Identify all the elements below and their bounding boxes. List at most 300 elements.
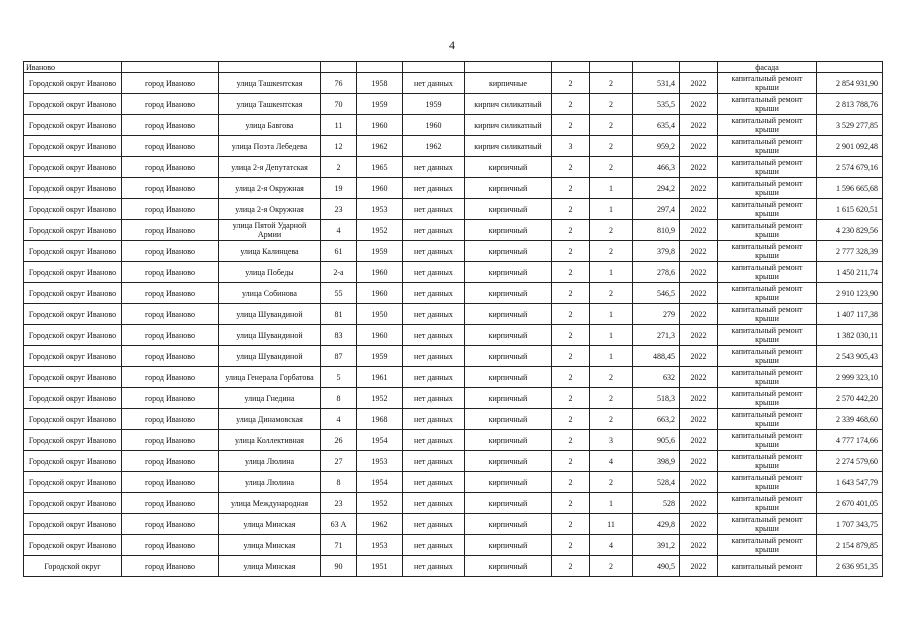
area-cell: 279 [633, 304, 680, 325]
build-year-cell: 1959 [357, 346, 403, 367]
district-cell: Городской округ Иваново [24, 430, 122, 451]
locality-cell: город Иваново [122, 220, 219, 241]
locality-cell: город Иваново [122, 346, 219, 367]
work-type-cell: капитальный ремонт крыши [718, 115, 817, 136]
district-cell: Городской округ Иваново [24, 220, 122, 241]
work-type-cell: капитальный ремонт крыши [718, 535, 817, 556]
work-type-cell: капитальный ремонт [718, 556, 817, 577]
build-year-cell: 1961 [357, 367, 403, 388]
locality-cell: город Иваново [122, 556, 219, 577]
cost-cell: 2 813 788,76 [817, 94, 883, 115]
street-cell: улица Пятой Ударной Армии [219, 220, 321, 241]
locality-cell: город Иваново [122, 283, 219, 304]
locality-cell: город Иваново [122, 199, 219, 220]
area-cell: 518,3 [633, 388, 680, 409]
table-row [24, 115, 883, 136]
cost-cell: 2 910 123,90 [817, 283, 883, 304]
build-year-cell: 1962 [357, 514, 403, 535]
empty-cell [219, 62, 321, 73]
floors-cell: 2 [552, 325, 590, 346]
cost-cell: 1 615 620,51 [817, 199, 883, 220]
cost-cell: 2 999 323,10 [817, 367, 883, 388]
repair-year-cell: 2022 [680, 493, 718, 514]
commission-year-cell: нет данных [403, 367, 465, 388]
locality-cell: город Иваново [122, 115, 219, 136]
work-type-cell: капитальный ремонт крыши [718, 346, 817, 367]
district-cell: Городской округ Иваново [24, 304, 122, 325]
district-cell: Городской округ Иваново [24, 157, 122, 178]
floors-cell: 2 [552, 304, 590, 325]
street-cell: улица Победы [219, 262, 321, 283]
house-number-cell: 70 [321, 94, 357, 115]
street-cell: улица Люлина [219, 472, 321, 493]
floors-cell: 2 [552, 346, 590, 367]
table-row [24, 346, 883, 367]
empty-cell [590, 62, 633, 73]
cost-cell: 2 574 679,16 [817, 157, 883, 178]
commission-year-cell: 1960 [403, 115, 465, 136]
work-type-cell: капитальный ремонт крыши [718, 304, 817, 325]
area-cell: 632 [633, 367, 680, 388]
locality-cell: город Иваново [122, 409, 219, 430]
table-row [24, 220, 883, 241]
build-year-cell: 1953 [357, 535, 403, 556]
repair-year-cell: 2022 [680, 472, 718, 493]
work-type-cell: капитальный ремонт крыши [718, 136, 817, 157]
area-cell: 535,5 [633, 94, 680, 115]
repair-year-cell: 2022 [680, 367, 718, 388]
floors-cell: 2 [552, 157, 590, 178]
table-row [24, 199, 883, 220]
repair-year-cell: 2022 [680, 514, 718, 535]
area-cell: 466,3 [633, 157, 680, 178]
empty-cell [680, 62, 718, 73]
table-row [24, 325, 883, 346]
cost-cell: 1 643 547,79 [817, 472, 883, 493]
house-number-cell: 87 [321, 346, 357, 367]
build-year-cell: 1952 [357, 388, 403, 409]
entrances-cell: 11 [590, 514, 633, 535]
area-cell: 278,6 [633, 262, 680, 283]
district-cell: Городской округ Иваново [24, 451, 122, 472]
build-year-cell: 1954 [357, 472, 403, 493]
house-number-cell: 27 [321, 451, 357, 472]
area-cell: 663,2 [633, 409, 680, 430]
street-cell: улица Шувандиной [219, 346, 321, 367]
continued-row [24, 62, 883, 73]
wall-material-cell: кирпич силикатный [465, 94, 552, 115]
commission-year-cell: нет данных [403, 304, 465, 325]
table-row [24, 157, 883, 178]
wall-material-cell: кирпичный [465, 367, 552, 388]
locality-cell: город Иваново [122, 304, 219, 325]
house-number-cell: 55 [321, 283, 357, 304]
table-row [24, 304, 883, 325]
commission-year-cell: нет данных [403, 220, 465, 241]
commission-year-cell: нет данных [403, 241, 465, 262]
empty-cell [817, 62, 883, 73]
locality-cell: город Иваново [122, 388, 219, 409]
cost-cell: 2 777 328,39 [817, 241, 883, 262]
table-body [24, 62, 883, 577]
wall-material-cell: кирпичный [465, 325, 552, 346]
floors-cell: 2 [552, 535, 590, 556]
street-cell: улица Шувандиной [219, 325, 321, 346]
house-number-cell: 2-а [321, 262, 357, 283]
cost-cell: 1 382 030,11 [817, 325, 883, 346]
work-type-cell: капитальный ремонт крыши [718, 451, 817, 472]
entrances-cell: 1 [590, 493, 633, 514]
district-cell: Городской округ Иваново [24, 409, 122, 430]
house-number-cell: 11 [321, 115, 357, 136]
district-cell: Городской округ Иваново [24, 514, 122, 535]
entrances-cell: 2 [590, 283, 633, 304]
district-cell: Городской округ Иваново [24, 199, 122, 220]
table-row [24, 283, 883, 304]
commission-year-cell: 1962 [403, 136, 465, 157]
repair-year-cell: 2022 [680, 220, 718, 241]
floors-cell: 2 [552, 262, 590, 283]
repair-year-cell: 2022 [680, 346, 718, 367]
house-number-cell: 23 [321, 493, 357, 514]
entrances-cell: 2 [590, 94, 633, 115]
area-cell: 429,8 [633, 514, 680, 535]
work-type-cell: капитальный ремонт крыши [718, 157, 817, 178]
commission-year-cell: нет данных [403, 472, 465, 493]
house-number-cell: 8 [321, 388, 357, 409]
commission-year-cell: 1959 [403, 94, 465, 115]
table-row [24, 73, 883, 94]
table-row [24, 262, 883, 283]
house-number-cell: 4 [321, 409, 357, 430]
empty-cell [633, 62, 680, 73]
table-row [24, 535, 883, 556]
work-type-cell: капитальный ремонт крыши [718, 409, 817, 430]
wall-material-cell: кирпичный [465, 514, 552, 535]
repair-year-cell: 2022 [680, 115, 718, 136]
house-number-cell: 8 [321, 472, 357, 493]
wall-material-cell: кирпичный [465, 199, 552, 220]
floors-cell: 2 [552, 94, 590, 115]
entrances-cell: 3 [590, 430, 633, 451]
work-type-cell: капитальный ремонт крыши [718, 325, 817, 346]
work-type-cell: капитальный ремонт крыши [718, 493, 817, 514]
work-type-cell: капитальный ремонт крыши [718, 73, 817, 94]
wall-material-cell: кирпичный [465, 430, 552, 451]
area-cell: 528 [633, 493, 680, 514]
area-cell: 271,3 [633, 325, 680, 346]
empty-cell [403, 62, 465, 73]
repair-year-cell: 2022 [680, 556, 718, 577]
entrances-cell: 2 [590, 556, 633, 577]
area-cell: 905,6 [633, 430, 680, 451]
table-row [24, 388, 883, 409]
commission-year-cell: нет данных [403, 430, 465, 451]
wall-material-cell: кирпичный [465, 220, 552, 241]
locality-cell: город Иваново [122, 367, 219, 388]
table-row [24, 409, 883, 430]
work-type-cell: капитальный ремонт крыши [718, 94, 817, 115]
street-cell: улица 2-я Окружная [219, 199, 321, 220]
cost-cell: 2 570 442,20 [817, 388, 883, 409]
street-cell: улица Ташкентская [219, 73, 321, 94]
house-number-cell: 61 [321, 241, 357, 262]
cost-cell: 2 274 579,60 [817, 451, 883, 472]
table-row [24, 367, 883, 388]
wall-material-cell: кирпичный [465, 556, 552, 577]
entrances-cell: 2 [590, 115, 633, 136]
commission-year-cell: нет данных [403, 346, 465, 367]
floors-cell: 2 [552, 367, 590, 388]
entrances-cell: 1 [590, 199, 633, 220]
district-cell: Городской округ Иваново [24, 241, 122, 262]
continued-district-cell: Иваново [24, 62, 122, 73]
table-row [24, 94, 883, 115]
build-year-cell: 1960 [357, 283, 403, 304]
entrances-cell: 4 [590, 535, 633, 556]
work-type-cell: капитальный ремонт крыши [718, 262, 817, 283]
table-row [24, 472, 883, 493]
commission-year-cell: нет данных [403, 514, 465, 535]
street-cell: улица Международная [219, 493, 321, 514]
street-cell: улица Шувандиной [219, 304, 321, 325]
entrances-cell: 1 [590, 304, 633, 325]
work-type-cell: капитальный ремонт крыши [718, 367, 817, 388]
area-cell: 959,2 [633, 136, 680, 157]
work-type-cell: капитальный ремонт крыши [718, 430, 817, 451]
street-cell: улица Люлина [219, 451, 321, 472]
locality-cell: город Иваново [122, 241, 219, 262]
commission-year-cell: нет данных [403, 283, 465, 304]
entrances-cell: 2 [590, 220, 633, 241]
build-year-cell: 1960 [357, 178, 403, 199]
cost-cell: 2 154 879,85 [817, 535, 883, 556]
locality-cell: город Иваново [122, 136, 219, 157]
floors-cell: 3 [552, 136, 590, 157]
street-cell: улица Минская [219, 535, 321, 556]
entrances-cell: 1 [590, 325, 633, 346]
build-year-cell: 1952 [357, 220, 403, 241]
cost-cell: 2 636 951,35 [817, 556, 883, 577]
entrances-cell: 2 [590, 157, 633, 178]
work-type-cell: капитальный ремонт крыши [718, 472, 817, 493]
build-year-cell: 1953 [357, 451, 403, 472]
house-number-cell: 5 [321, 367, 357, 388]
district-cell: Городской округ Иваново [24, 325, 122, 346]
table-row [24, 136, 883, 157]
housing-repair-table [23, 61, 883, 577]
house-number-cell: 4 [321, 220, 357, 241]
entrances-cell: 4 [590, 451, 633, 472]
build-year-cell: 1962 [357, 136, 403, 157]
district-cell: Городской округ Иваново [24, 136, 122, 157]
commission-year-cell: нет данных [403, 73, 465, 94]
entrances-cell: 1 [590, 262, 633, 283]
area-cell: 490,5 [633, 556, 680, 577]
repair-year-cell: 2022 [680, 178, 718, 199]
commission-year-cell: нет данных [403, 388, 465, 409]
locality-cell: город Иваново [122, 472, 219, 493]
wall-material-cell: кирпичные [465, 73, 552, 94]
district-cell: Городской округ Иваново [24, 472, 122, 493]
locality-cell: город Иваново [122, 262, 219, 283]
repair-year-cell: 2022 [680, 94, 718, 115]
floors-cell: 2 [552, 388, 590, 409]
wall-material-cell: кирпич силикатный [465, 136, 552, 157]
repair-year-cell: 2022 [680, 304, 718, 325]
build-year-cell: 1951 [357, 556, 403, 577]
street-cell: улица Калинцева [219, 241, 321, 262]
empty-cell [552, 62, 590, 73]
wall-material-cell: кирпич силикатный [465, 115, 552, 136]
commission-year-cell: нет данных [403, 556, 465, 577]
repair-year-cell: 2022 [680, 199, 718, 220]
wall-material-cell: кирпичный [465, 304, 552, 325]
house-number-cell: 2 [321, 157, 357, 178]
house-number-cell: 71 [321, 535, 357, 556]
wall-material-cell: кирпичный [465, 283, 552, 304]
street-cell: улица 2-я Депутатская [219, 157, 321, 178]
district-cell: Городской округ Иваново [24, 388, 122, 409]
work-type-cell: капитальный ремонт крыши [718, 388, 817, 409]
wall-material-cell: кирпичный [465, 346, 552, 367]
wall-material-cell: кирпичный [465, 472, 552, 493]
table-row [24, 178, 883, 199]
continued-work-cell: фасада [718, 62, 817, 73]
floors-cell: 2 [552, 409, 590, 430]
floors-cell: 2 [552, 178, 590, 199]
locality-cell: город Иваново [122, 451, 219, 472]
house-number-cell: 90 [321, 556, 357, 577]
street-cell: улица Собинова [219, 283, 321, 304]
locality-cell: город Иваново [122, 94, 219, 115]
entrances-cell: 2 [590, 136, 633, 157]
empty-cell [465, 62, 552, 73]
repair-year-cell: 2022 [680, 283, 718, 304]
house-number-cell: 63 А [321, 514, 357, 535]
build-year-cell: 1954 [357, 430, 403, 451]
district-cell: Городской округ Иваново [24, 367, 122, 388]
wall-material-cell: кирпичный [465, 178, 552, 199]
repair-year-cell: 2022 [680, 409, 718, 430]
entrances-cell: 2 [590, 388, 633, 409]
build-year-cell: 1960 [357, 115, 403, 136]
empty-cell [321, 62, 357, 73]
build-year-cell: 1952 [357, 493, 403, 514]
area-cell: 294,2 [633, 178, 680, 199]
wall-material-cell: кирпичный [465, 451, 552, 472]
locality-cell: город Иваново [122, 535, 219, 556]
locality-cell: город Иваново [122, 178, 219, 199]
wall-material-cell: кирпичный [465, 493, 552, 514]
repair-year-cell: 2022 [680, 157, 718, 178]
area-cell: 297,4 [633, 199, 680, 220]
wall-material-cell: кирпичный [465, 262, 552, 283]
street-cell: улица 2-я Окружная [219, 178, 321, 199]
floors-cell: 2 [552, 430, 590, 451]
build-year-cell: 1953 [357, 199, 403, 220]
cost-cell: 3 529 277,85 [817, 115, 883, 136]
wall-material-cell: кирпичный [465, 388, 552, 409]
repair-year-cell: 2022 [680, 262, 718, 283]
entrances-cell: 1 [590, 178, 633, 199]
floors-cell: 2 [552, 115, 590, 136]
cost-cell: 4 230 829,56 [817, 220, 883, 241]
area-cell: 635,4 [633, 115, 680, 136]
work-type-cell: капитальный ремонт крыши [718, 199, 817, 220]
commission-year-cell: нет данных [403, 409, 465, 430]
locality-cell: город Иваново [122, 514, 219, 535]
commission-year-cell: нет данных [403, 535, 465, 556]
build-year-cell: 1958 [357, 73, 403, 94]
table-row [24, 241, 883, 262]
district-cell: Городской округ Иваново [24, 262, 122, 283]
build-year-cell: 1968 [357, 409, 403, 430]
build-year-cell: 1965 [357, 157, 403, 178]
locality-cell: город Иваново [122, 73, 219, 94]
district-cell: Городской округ Иваново [24, 535, 122, 556]
repair-year-cell: 2022 [680, 451, 718, 472]
work-type-cell: капитальный ремонт крыши [718, 514, 817, 535]
repair-year-cell: 2022 [680, 325, 718, 346]
entrances-cell: 2 [590, 472, 633, 493]
repair-year-cell: 2022 [680, 535, 718, 556]
repair-year-cell: 2022 [680, 136, 718, 157]
work-type-cell: капитальный ремонт крыши [718, 220, 817, 241]
street-cell: улица Генерала Горбатова [219, 367, 321, 388]
house-number-cell: 19 [321, 178, 357, 199]
table-row [24, 556, 883, 577]
build-year-cell: 1959 [357, 241, 403, 262]
cost-cell: 1 407 117,38 [817, 304, 883, 325]
floors-cell: 2 [552, 514, 590, 535]
cost-cell: 2 339 468,60 [817, 409, 883, 430]
street-cell: улица Поэта Лебедева [219, 136, 321, 157]
district-cell: Городской округ [24, 556, 122, 577]
cost-cell: 2 543 905,43 [817, 346, 883, 367]
table-row [24, 493, 883, 514]
cost-cell: 2 901 092,48 [817, 136, 883, 157]
commission-year-cell: нет данных [403, 262, 465, 283]
area-cell: 810,9 [633, 220, 680, 241]
street-cell: улица Бавгова [219, 115, 321, 136]
commission-year-cell: нет данных [403, 451, 465, 472]
floors-cell: 2 [552, 493, 590, 514]
cost-cell: 1 707 343,75 [817, 514, 883, 535]
floors-cell: 2 [552, 199, 590, 220]
district-cell: Городской округ Иваново [24, 283, 122, 304]
area-cell: 531,4 [633, 73, 680, 94]
build-year-cell: 1960 [357, 262, 403, 283]
wall-material-cell: кирпичный [465, 535, 552, 556]
street-cell: улица Минская [219, 556, 321, 577]
entrances-cell: 1 [590, 346, 633, 367]
floors-cell: 2 [552, 556, 590, 577]
district-cell: Городской округ Иваново [24, 178, 122, 199]
commission-year-cell: нет данных [403, 325, 465, 346]
area-cell: 379,8 [633, 241, 680, 262]
locality-cell: город Иваново [122, 325, 219, 346]
cost-cell: 2 670 401,05 [817, 493, 883, 514]
work-type-cell: капитальный ремонт крыши [718, 283, 817, 304]
district-cell: Городской округ Иваново [24, 115, 122, 136]
area-cell: 488,45 [633, 346, 680, 367]
floors-cell: 2 [552, 472, 590, 493]
house-number-cell: 81 [321, 304, 357, 325]
work-type-cell: капитальный ремонт крыши [718, 178, 817, 199]
district-cell: Городской округ Иваново [24, 94, 122, 115]
build-year-cell: 1960 [357, 325, 403, 346]
